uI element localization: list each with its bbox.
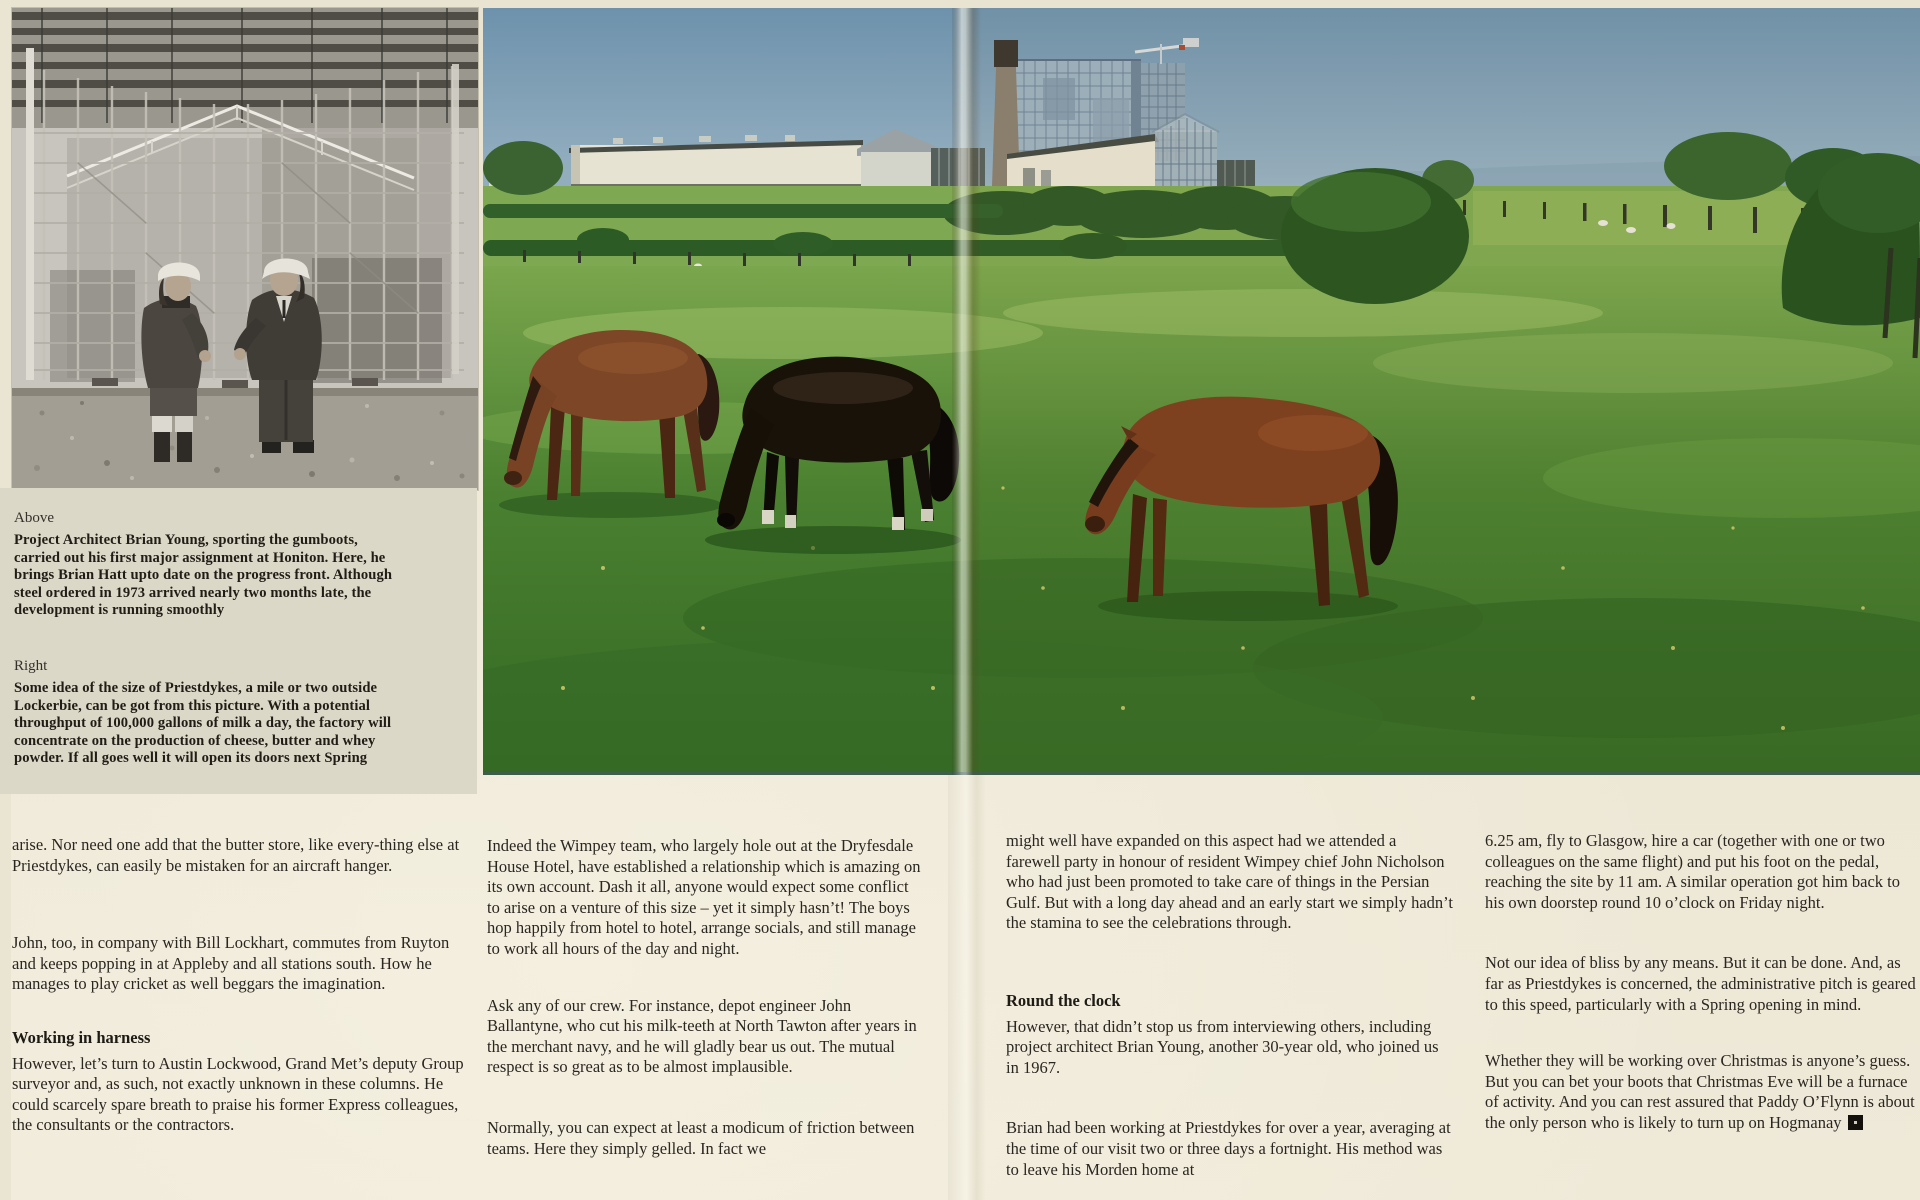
paragraph: Brian had been working at Priestdykes for over a year, averaging at the time of our visit two or three days a fortnight. His method was to leave his Morden home at — [1006, 1118, 1451, 1179]
article-column-4 — [1485, 831, 1920, 1174]
paragraph: 6.25 am, fly to Glasgow, hire a car (together with one or two colleagues on the same flight) and put his foot on the pedal, reaching the site by 11 am. A similar operation got him back to his own doorstep round 10 o’clock on Friday night. — [1485, 831, 1901, 912]
paragraph: However, that didn’t stop us from interviewing others, including project architect Brian Young, another 30-year old, who joined us in 1967. — [1006, 1016, 1439, 1077]
paragraph: However, let’s turn to Austin Lockwood, Grand Met’s deputy Group surveyor and, as such, not exactly unknown in these columns. He could scarcely spare breath to praise his former Express colleagues, the consultants or the contractors. — [12, 1053, 464, 1135]
article-column-3 — [1006, 831, 1454, 1200]
page-fold-lower — [948, 775, 986, 1200]
horses-photo — [483, 8, 1920, 775]
paragraph: Not our idea of bliss by any means. But it can be done. And, as far as Priestdykes is concerned, the administrative pitch is geared to this speed, particularly with a Spring opening in mind. — [1485, 953, 1916, 1014]
construction-photo — [12, 8, 478, 490]
section-heading-working-in-harness: Working in harness — [12, 1027, 151, 1047]
article-column-1 — [12, 835, 464, 1176]
article-column-2 — [487, 836, 925, 1199]
paragraph: Ask any of our crew. For instance, depot engineer John Ballantyne, who cut his milk-teeth at North Tawton after years in the merchant navy, and he will gladly bear us out. The mutual respect is so great as to be almost implausible. — [487, 995, 917, 1077]
paragraph: John, too, in company with Bill Lockhart, commutes from Ruyton and keeps popping in at Appleby and all stations south. How he manages to play cricket as well beggars the imagination. — [12, 933, 450, 994]
caption-right-text: Some idea of the size of Priestdykes, a mile or two outside Lockerbie, can be got from this picture. With a potential throughput of 100,000 gallons of milk a day, the factory will concentrate on the production of cheese, butter and whey powder. If all goes well it will open its doors next Spring — [14, 680, 392, 767]
paragraph: might well have expanded on this aspect had we attended a farewell party in honour of resident Wimpey chief John Nicholson who had just been promoted to take care of things in the Persian Gulf. But with a long day ahead and an early start we simply hadn’t the stamina to see the celebrations through. — [1006, 831, 1453, 933]
caption-above-label: Above — [14, 510, 54, 526]
paragraph — [1485, 1051, 1920, 1133]
caption-above-text: Project Architect Brian Young, sporting the gumboots, carried out his first major assignment at Honiton. Here, he brings Brian Hatt upto date on the progress front. Although steel ordered in 1973 arrived nearly two months late, the development is running smoothly — [14, 532, 393, 619]
section-heading-round-the-clock: Round the clock — [1006, 990, 1121, 1010]
article-end-mark — [1848, 1115, 1863, 1130]
paragraph: Indeed the Wimpey team, who largely hole out at the Dryfesdale House Hotel, have established a relationship which is amazing on its own account. Dash it all, anyone would expect some conflict to arise on a venture of this size – yet it simply hasn’t! The boys hop happily from hotel to hotel, arrange socials, and still manage to work all hours of the day and night. — [487, 836, 921, 958]
paragraph: arise. Nor need one add that the butter store, like every-thing else at Priestdykes, can easily be mistaken for an aircraft hanger. — [12, 835, 460, 875]
caption-right-label: Right — [14, 658, 48, 674]
paragraph: Normally, you can expect at least a modicum of friction between teams. Here they simply gelled. In fact we — [487, 1117, 915, 1158]
paragraph-text: Whether they will be working over Christmas is anyone’s guess. But you can bet your boots that Christmas Eve will be a furnace of activity. And you can rest assured that Paddy O’Flynn is about the only person who is likely to turn up on Hogmanay — [1485, 1051, 1915, 1132]
